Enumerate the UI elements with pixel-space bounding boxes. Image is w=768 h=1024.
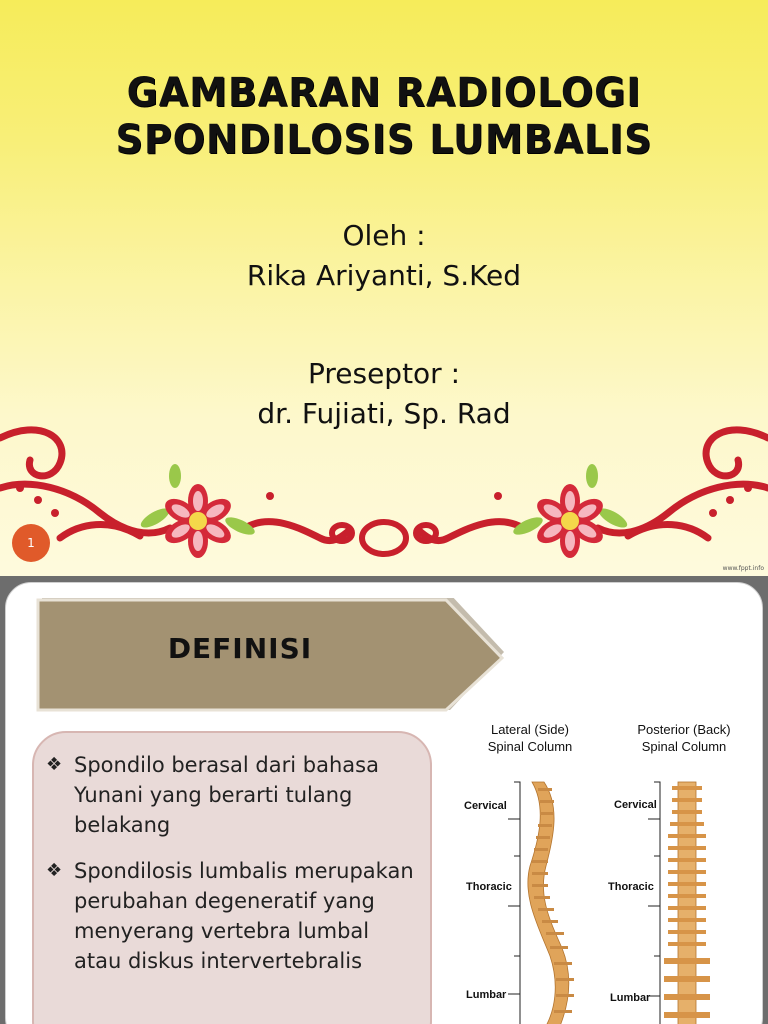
preseptor-name: dr. Fujiati, Sp. Rad <box>257 397 511 430</box>
spinal-column-figure <box>450 716 768 1024</box>
slide-title <box>19 70 749 164</box>
label-lumbar-posterior: Lumbar <box>610 992 651 1004</box>
diamond-bullet-icon: ❖ <box>46 860 63 881</box>
definition-slide <box>0 576 768 1024</box>
label-thoracic-posterior: Thoracic <box>608 881 654 893</box>
label-cervical-lateral: Cervical <box>464 800 507 812</box>
list-item <box>46 856 416 976</box>
posterior-heading-line-2: Spinal Column <box>641 739 727 754</box>
watermark: www.fppt.info <box>722 565 764 572</box>
diamond-bullet-icon: ❖ <box>46 754 63 775</box>
list-item <box>46 750 416 840</box>
bullet-list <box>46 750 416 992</box>
preseptor-label: Preseptor : <box>307 357 461 390</box>
floral-ornament <box>0 418 768 576</box>
banner-title: DEFINISI <box>167 632 313 665</box>
title-line-1: GAMBARAN RADIOLOGI <box>126 70 642 116</box>
bullet-text: Spondilo berasal dari bahasa Yunani yang berarti tulang belakang <box>74 753 379 837</box>
label-thoracic-lateral: Thoracic <box>466 881 512 893</box>
oleh-label: Oleh : <box>342 219 426 252</box>
label-cervical-posterior: Cervical <box>614 799 657 811</box>
spine-illustration <box>450 716 768 1024</box>
author-name: Rika Ariyanti, S.Ked <box>246 259 522 292</box>
bullet-text: Spondilosis lumbalis merupakan perubahan degeneratif yang menyerang vertebra lumbal atau diskus intervertebralis <box>74 859 414 973</box>
page-number-badge: 1 <box>12 524 50 562</box>
label-lumbar-lateral: Lumbar <box>466 989 507 1001</box>
lateral-heading-line-2: Spinal Column <box>487 739 573 754</box>
posterior-heading-line-1: Posterior (Back) <box>637 722 731 737</box>
lateral-heading-line-1: Lateral (Side) <box>490 722 570 737</box>
title-line-2: SPONDILOSIS LUMBALIS <box>115 117 653 163</box>
